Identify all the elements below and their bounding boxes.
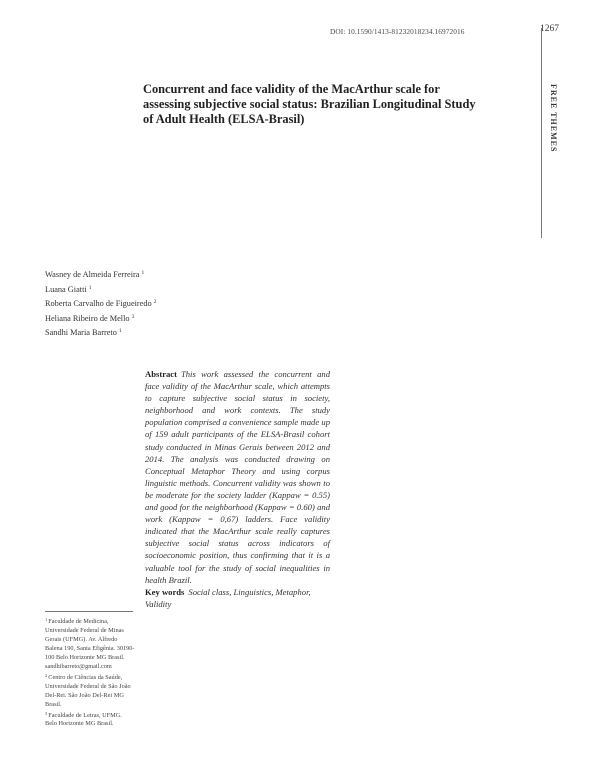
author-item: [45, 311, 245, 326]
affiliation-item: [45, 616, 135, 672]
affiliation-text: Faculdade de Letras, UFMG. Belo Horizonte MG Brasil.: [45, 711, 122, 728]
author-item: [45, 296, 245, 311]
author-item: [45, 267, 245, 282]
author-affiliation-mark: 3: [131, 313, 135, 320]
author-item: [45, 325, 245, 340]
abstract: [145, 368, 330, 586]
affiliation-item: [45, 672, 135, 710]
affiliation-number: 1: [45, 617, 48, 622]
doi-text: DOI: 10.1590/1413-81232018234.16972016: [330, 27, 465, 36]
author-item: [45, 282, 245, 297]
abstract-label: Abstract: [145, 369, 177, 379]
footnote-divider: [45, 611, 133, 612]
affiliation-text: Centro de Ciências da Saúde, Universidade Federal de São João Del-Rei. São João Del-Rei MG Brasil.: [45, 673, 131, 708]
article-title: Concurrent and face validity of the MacArthur scale for assessing subjective social status: Brazilian Longitudinal Study of Adult Health (ELSA-Brasil): [143, 82, 476, 126]
author-affiliation-mark: 2: [153, 299, 157, 305]
affiliation-item: [45, 710, 135, 730]
author-name: Sandhi Maria Barreto: [45, 328, 117, 337]
affiliation-number: 2: [45, 672, 48, 678]
author-name: Roberta Carvalho de Figueiredo: [45, 299, 152, 308]
author-affiliation-mark: 1: [118, 328, 122, 334]
section-label: FREE THEMES: [549, 84, 558, 153]
author-name: Luana Giatti: [45, 284, 87, 294]
affiliation-text: Faculdade de Medicina, Universidade Federal de Minas Gerais (UFMG). Av. Alfredo Balena 190, Santa Efigênia. 30190-100 Belo Horizonte MG Brasil. sandhibarreto@gmail.com: [45, 618, 135, 670]
author-affiliation-mark: 1: [88, 284, 92, 291]
affiliation-footnotes: [45, 616, 135, 729]
author-name: Wasney de Almeida Ferreira: [45, 270, 140, 279]
keywords-label: Key words: [145, 587, 185, 597]
author-affiliation-mark: 1: [141, 270, 145, 276]
affiliation-number: 3: [45, 710, 48, 716]
header-divider: [541, 28, 542, 238]
abstract-text: This work assessed the concurrent and face validity of the MacArthur scale, which attempts to capture subjective social status in society, neighborhood and work contexts. The study population comprised a convenience sample made up of 159 adult participants of the ELSA-Brasil cohort study conducted in Minas Gerais between 2012 and 2014. The analysis was conducted drawing on Conceptual Metaphor Theory and using corpus linguistic methods. Concurrent validity was shown to be moderate for the society ladder (Kappaw = 0.55) and good for the neighborhood (Kappaw = 0.60) and work (Kappaw = 0,67) ladders. Face validity indicated that the MacArthur scale really captures subjective social status across indicators of socioeconomic position, thus confirming that it is a valuable tool for the study of social inequalities in health Brazil.: [145, 369, 330, 585]
keywords: [145, 586, 330, 610]
author-name: Heliana Ribeiro de Mello: [45, 313, 130, 323]
author-list: [45, 267, 245, 340]
keywords-text: Social class, Linguistics, Metaphor, Validity: [145, 587, 311, 610]
page-number: 1267: [540, 24, 559, 34]
